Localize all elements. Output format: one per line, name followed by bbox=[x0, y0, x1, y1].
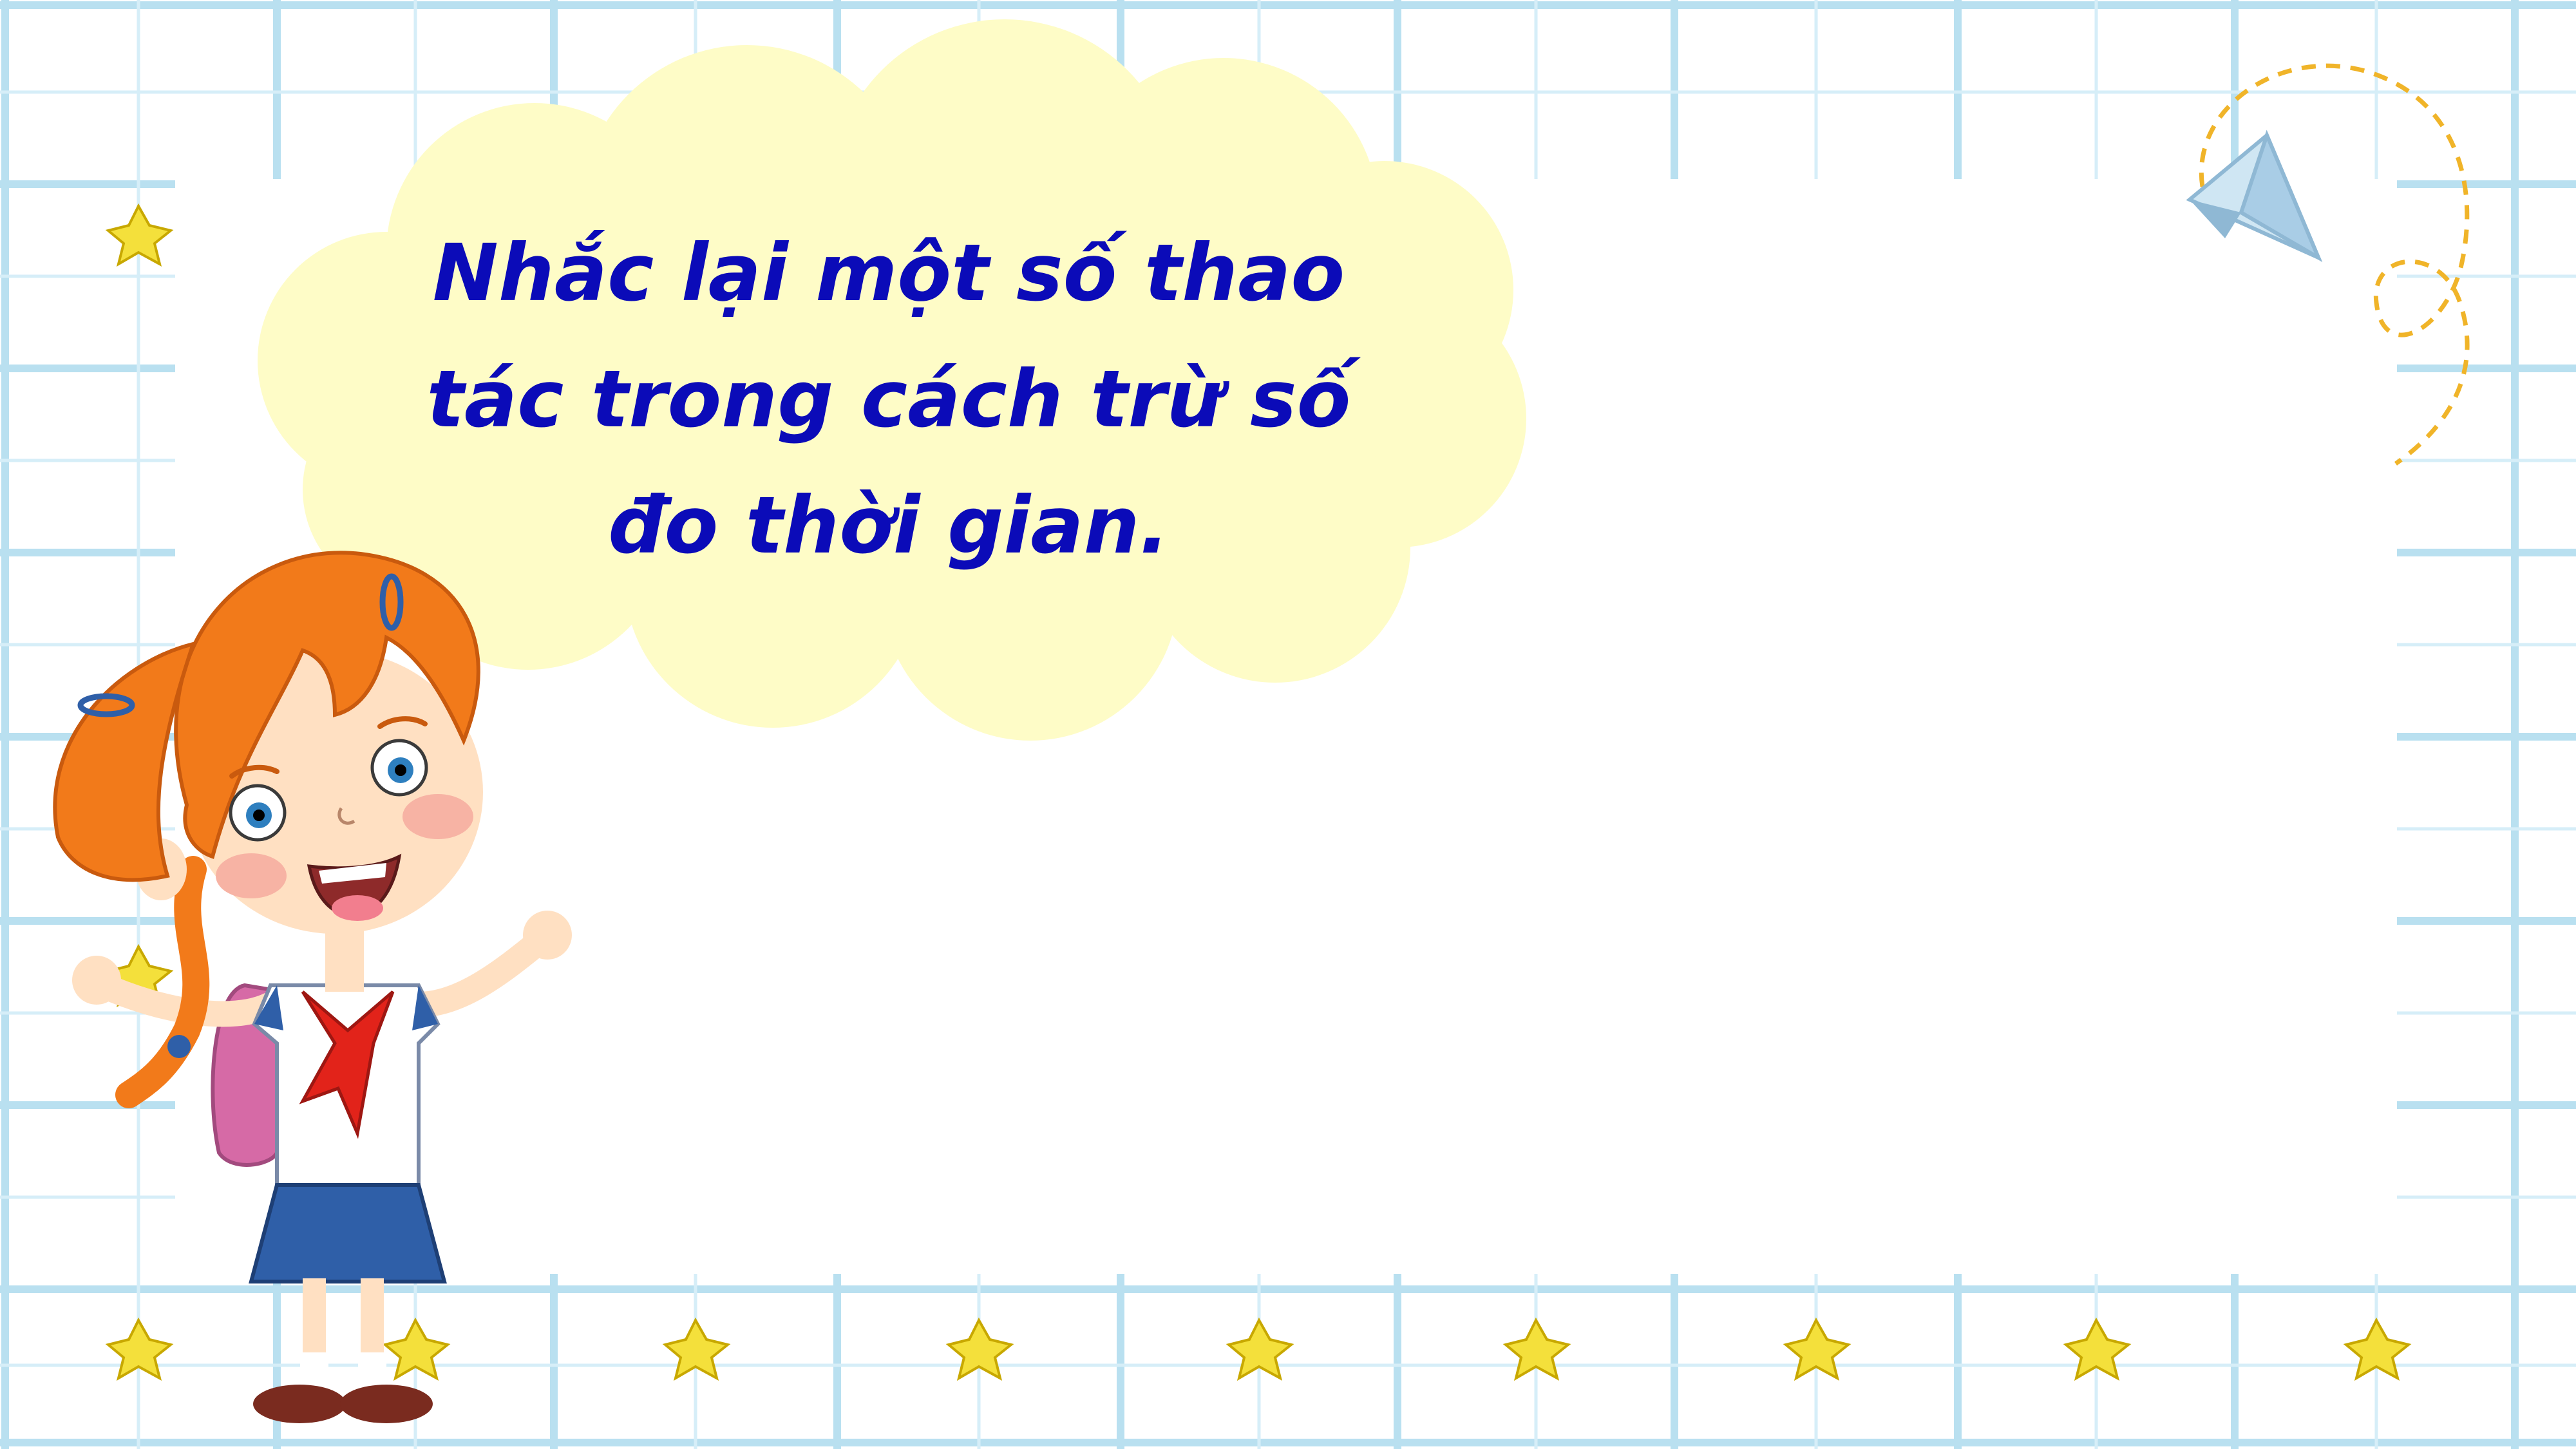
girl-student-illustration bbox=[55, 553, 572, 1423]
dashed-trail bbox=[2201, 66, 2467, 464]
paper-plane-icon bbox=[2190, 135, 2318, 258]
prompt-text: Nhắc lại một số thao tác trong cách trừ số đo thời gian. bbox=[426, 227, 1351, 571]
